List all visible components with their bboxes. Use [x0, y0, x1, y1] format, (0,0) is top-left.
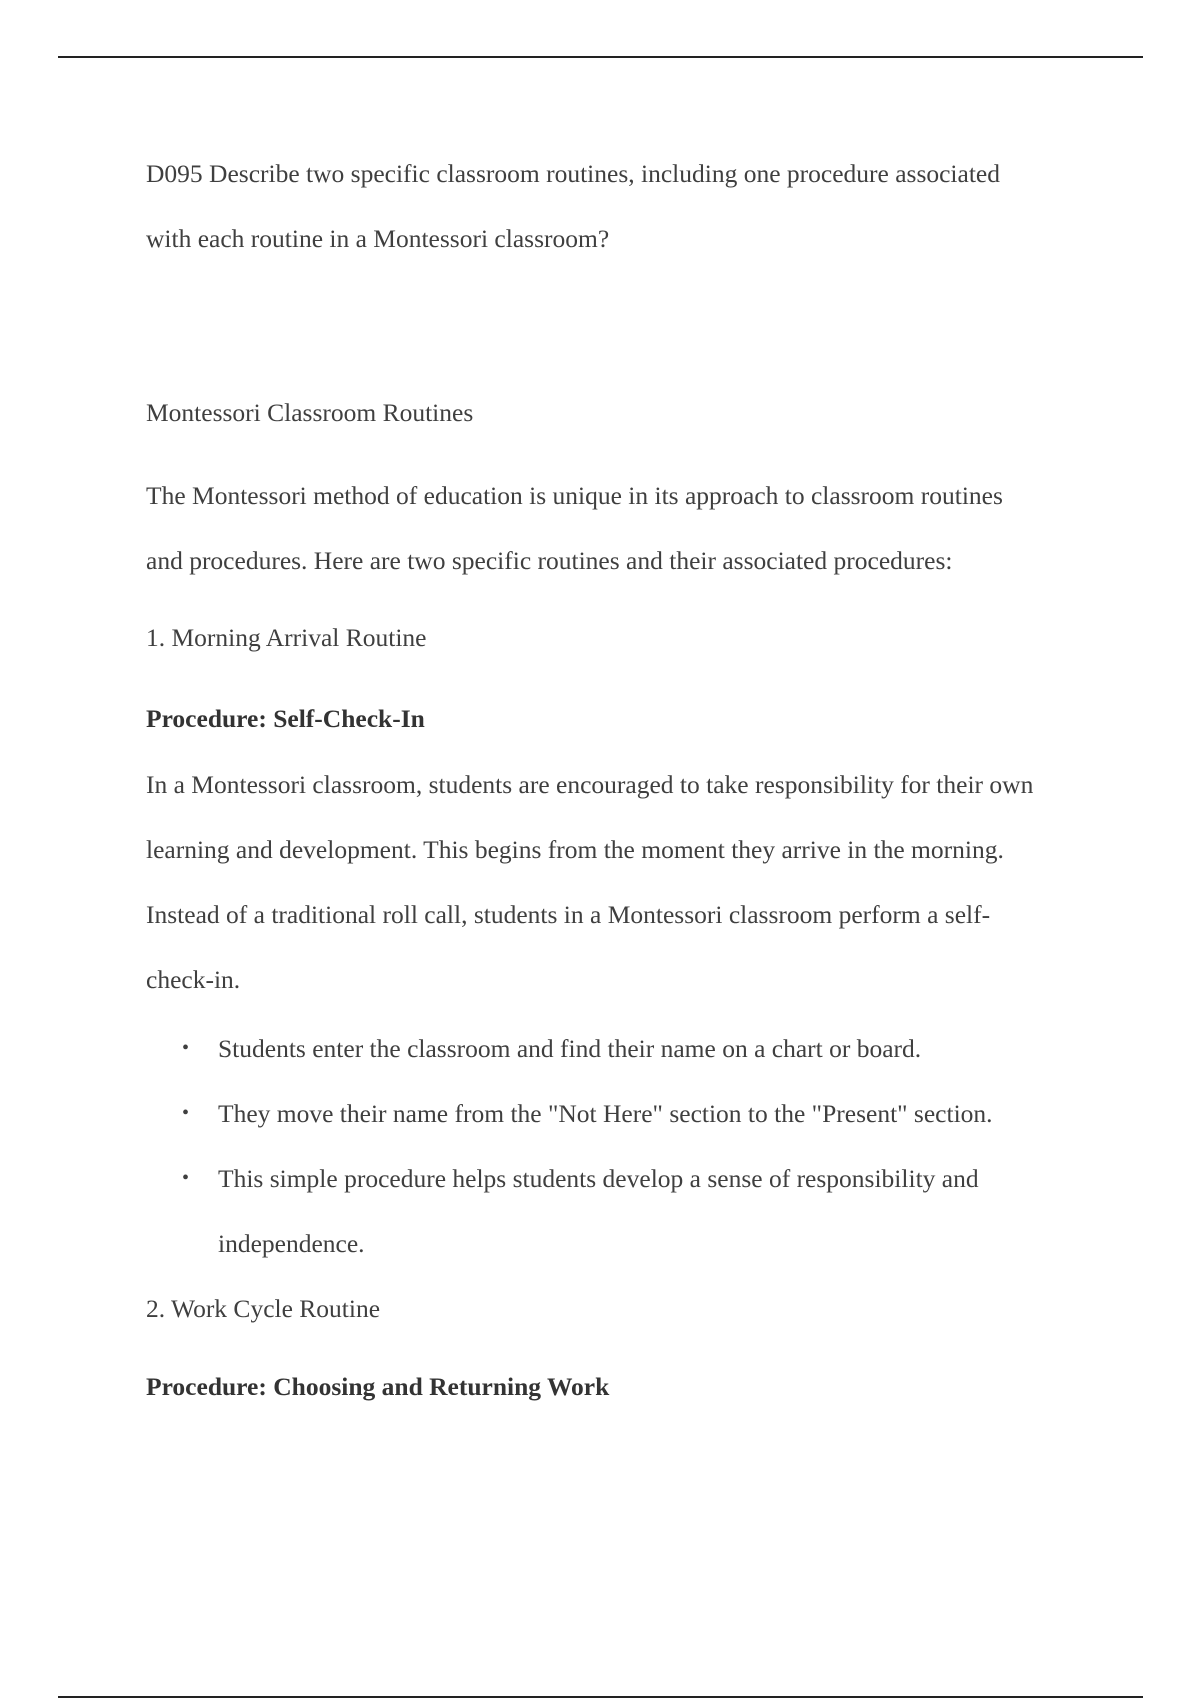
list-item-text: They move their name from the "Not Here" section to the "Present" section.: [218, 1099, 993, 1128]
intro-paragraph: The Montessori method of education is unique in its approach to classroom routines and procedures. Here are two specific routines and their associated procedures:: [146, 481, 1003, 575]
bottom-rule: [58, 1696, 1143, 1698]
routine-1-title: 1. Morning Arrival Routine: [146, 623, 427, 652]
list-item-text: Students enter the classroom and find their name on a chart or board.: [218, 1034, 922, 1063]
routine-1-description: In a Montessori classroom, students are encouraged to take responsibility for their own learning and development. This begins from the moment they arrive in the morning. Instead of a traditional roll call, students in a Montessori classroom perform a self-check-in.: [146, 770, 1034, 994]
routine-1-bullet-list: [146, 1016, 1046, 1276]
list-item-text: This simple procedure helps students develop a sense of responsibility and independence.: [218, 1164, 979, 1258]
top-rule: [58, 56, 1143, 58]
bullet-icon: •: [182, 1037, 190, 1059]
bullet-icon: •: [182, 1167, 190, 1189]
routine-2-procedure-title: Procedure: Choosing and Returning Work: [146, 1372, 610, 1401]
document-body: [146, 141, 1046, 1417]
routine-1-procedure-title: Procedure: Self-Check-In: [146, 704, 425, 733]
bullet-icon: •: [182, 1102, 190, 1124]
list-item: [146, 1146, 1046, 1276]
list-item: [146, 1016, 1046, 1081]
question-text: D095 Describe two specific classroom routines, including one procedure associated with each routine in a Montessori classroom?: [146, 159, 1000, 253]
routine-2-title: 2. Work Cycle Routine: [146, 1294, 381, 1323]
section-heading: Montessori Classroom Routines: [146, 398, 474, 427]
list-item: [146, 1081, 1046, 1146]
